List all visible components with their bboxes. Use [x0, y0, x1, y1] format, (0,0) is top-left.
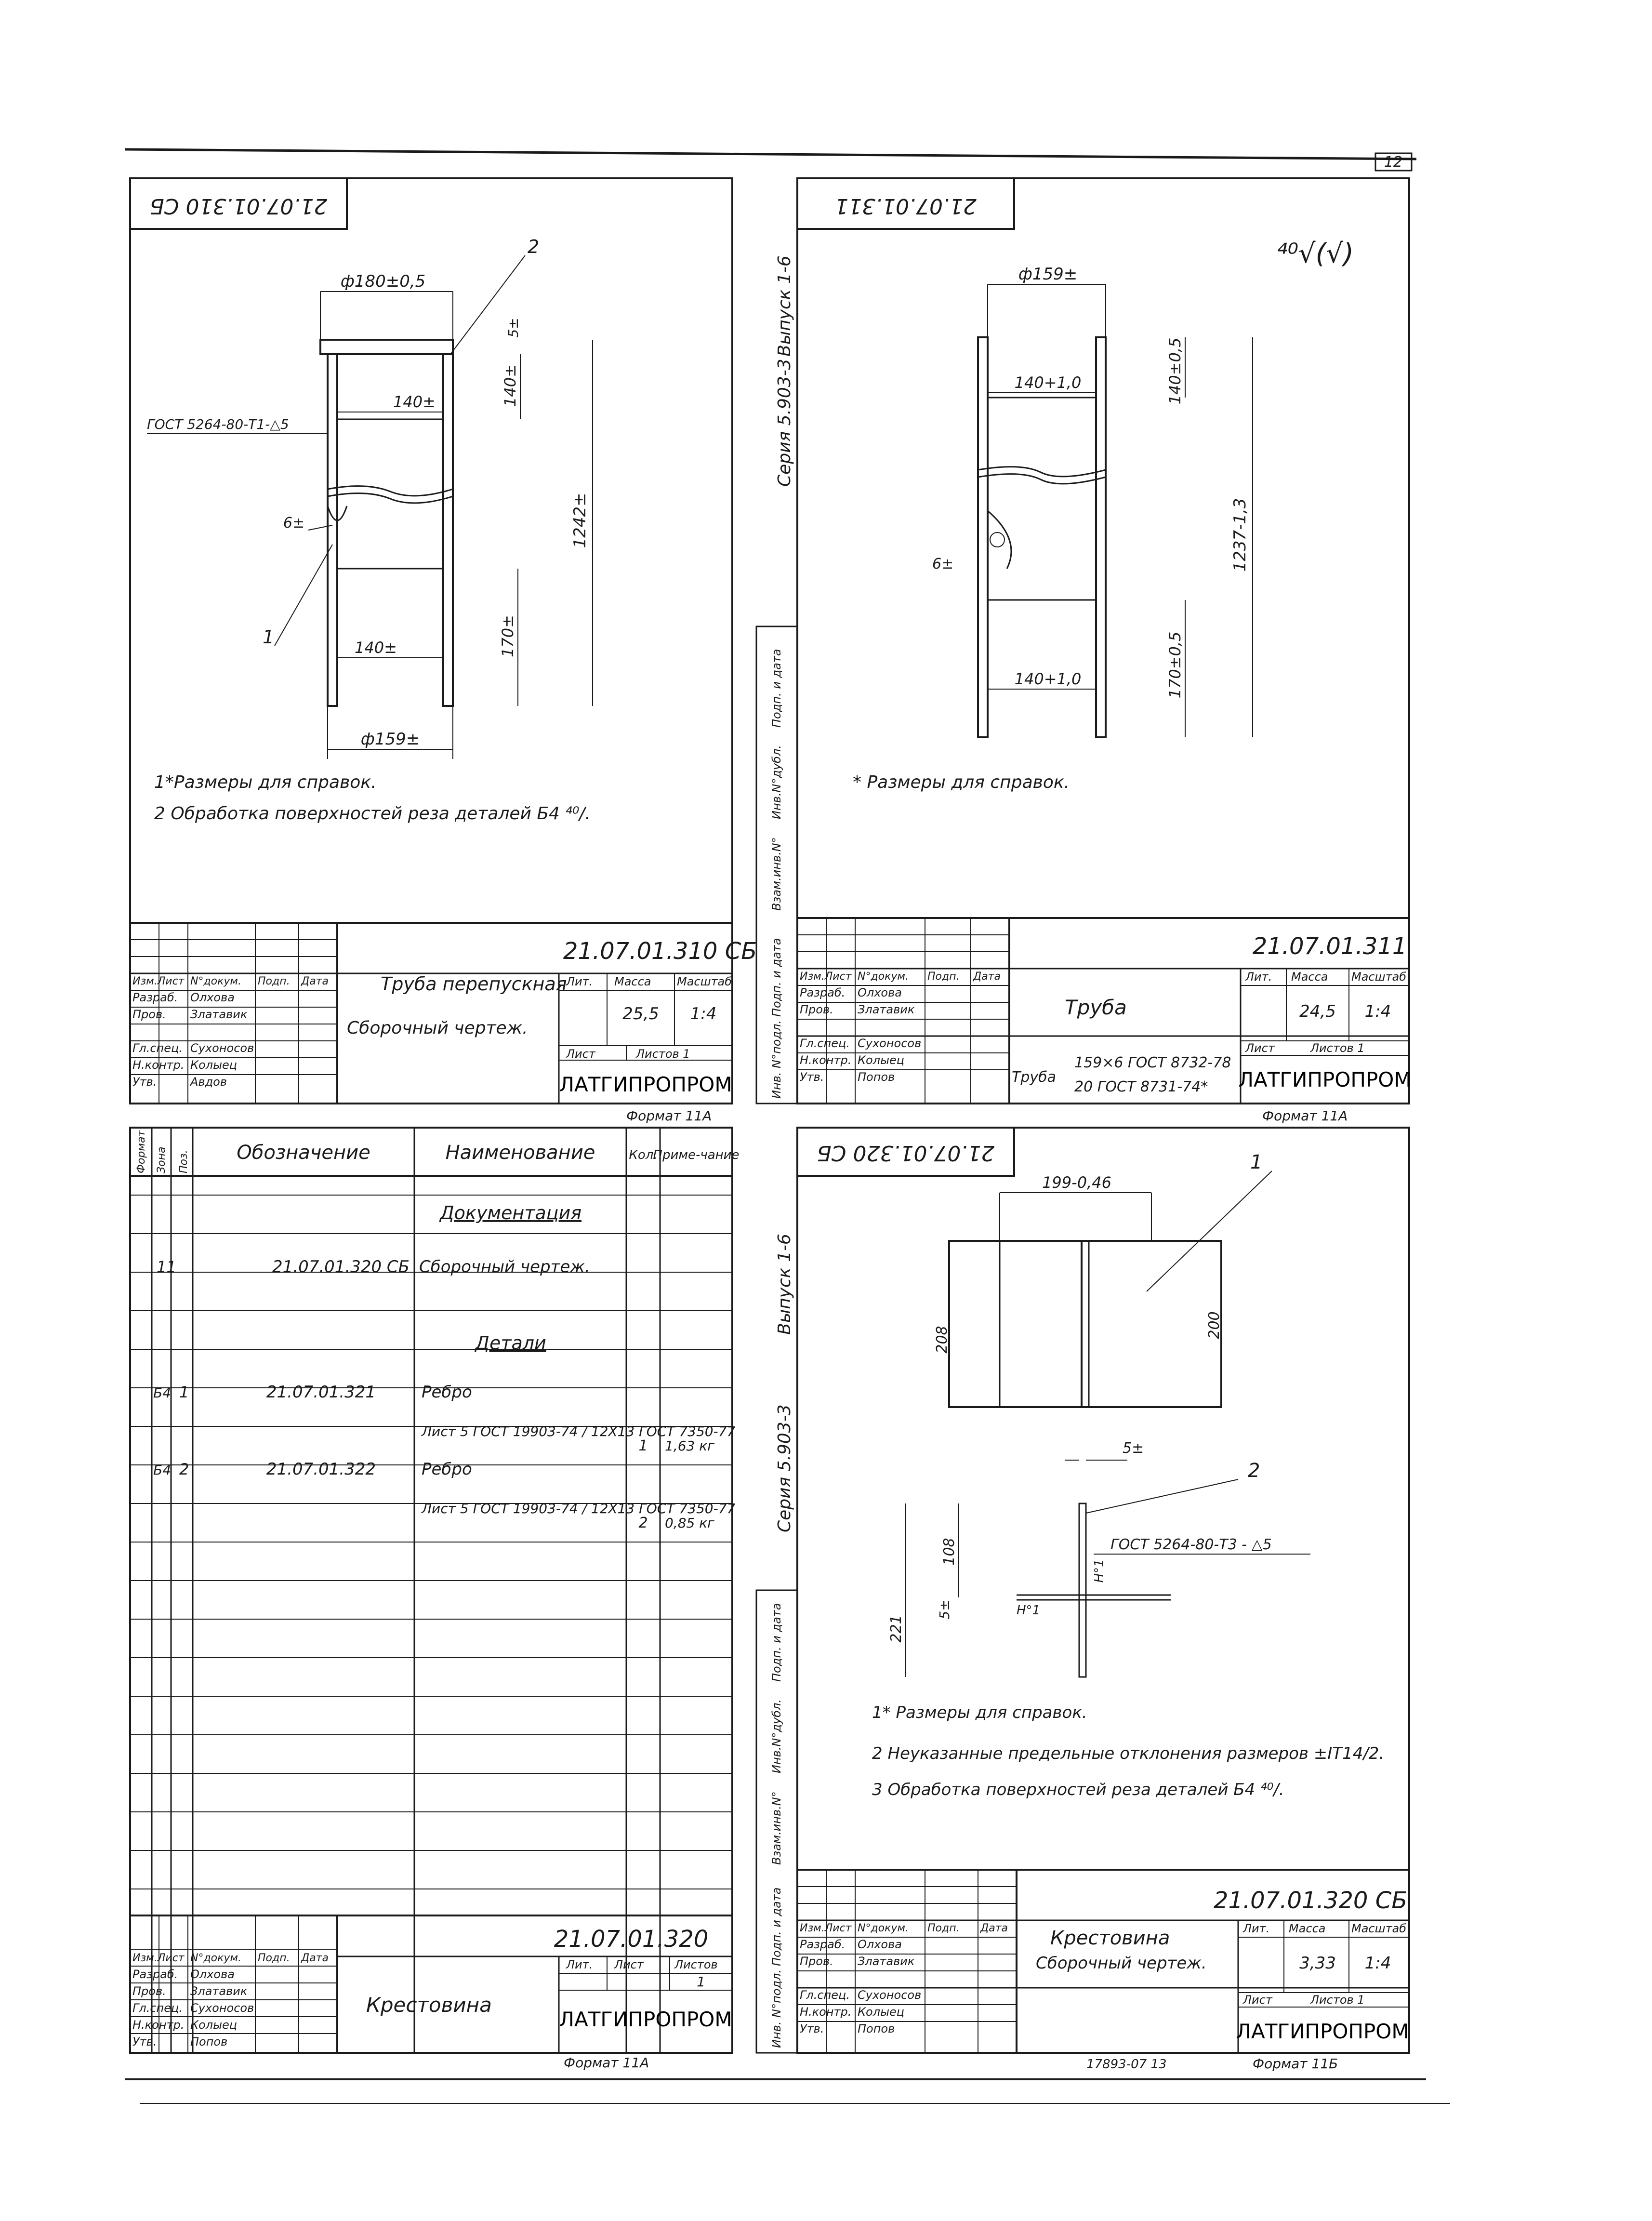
- d4-tb-row1-role: Разраб.: [800, 1938, 846, 1951]
- spec-tb-lit-label: Лит.: [566, 1958, 593, 1971]
- spec-tb-row1-name: Олхова: [190, 1968, 235, 1981]
- d2-tb-row3-name: Сухоносов: [858, 1037, 922, 1050]
- d4-tb-row3-name: Сухоносов: [858, 1988, 922, 2002]
- d1-weld-note: ГОСТ 5264-80-Т1-△5: [147, 416, 289, 432]
- spec-tb-sheets-label: Листов: [674, 1958, 718, 1971]
- d2-tb-row0-date: Дата: [973, 971, 1001, 983]
- d1-tb-mass-label: Масса: [614, 975, 651, 988]
- d2-dim-h-total: 1237-1,3: [1230, 498, 1250, 572]
- page-footer-archive: 17893-07 13: [1086, 2057, 1167, 2072]
- drawing2-frame: [756, 178, 1412, 1124]
- d4-tb-sheets-label: Листов 1: [1310, 1993, 1365, 2007]
- spec-h-note: Приме-чание: [653, 1148, 740, 1162]
- d2-tb-row0-role: Изм.Лист: [800, 971, 852, 983]
- d1-dim-weld-leg: 5±: [505, 318, 521, 338]
- d4-tb-sheet-label: Лист: [1243, 1993, 1272, 2007]
- drawing1-frame: [130, 178, 757, 1124]
- spec-tb-row4-name: Колыец: [190, 2018, 238, 2032]
- spec-row3-name: Ребро: [422, 1383, 472, 1402]
- d1-tb-row0-name: N°докум.: [190, 975, 242, 987]
- d4-dim-5b: 5±: [937, 1599, 952, 1620]
- d1-tb-row1-name: Олхова: [190, 991, 235, 1004]
- spec-tb-sheets: 1: [697, 1974, 705, 1990]
- spec-h-format: Формат: [135, 1130, 147, 1173]
- d1-dim-h-upper: 140±: [501, 364, 519, 407]
- d2-roughness: ⁴⁰√(√): [1277, 238, 1354, 269]
- d2-tb-row1-role: Разраб.: [800, 986, 846, 999]
- d2-tb-material-1: 159×6 ГОСТ 8732-78: [1074, 1054, 1231, 1071]
- d4-dim-width: 199-0,46: [1042, 1173, 1111, 1192]
- spec-grid: [130, 1195, 732, 1889]
- d4-dim-208: 208: [934, 1326, 951, 1354]
- d2-tb-row0-sign: Подп.: [927, 971, 960, 983]
- d2-tb-row1-name: Олхова: [858, 986, 902, 999]
- spec-row1-name: Сборочный чертеж.: [419, 1257, 590, 1277]
- d2-tb-row4-role: Н.контр.: [800, 1053, 852, 1067]
- d4-tb-row5-name: Попов: [858, 2022, 895, 2035]
- d1-pos-2: 2: [528, 236, 540, 257]
- drawing2-part: [932, 265, 1253, 737]
- d4-mirrored-code: 21.07.01.320 СБ: [817, 1141, 995, 1165]
- spec-h-designation: Обозначение: [237, 1142, 370, 1164]
- d4-side-4: Подп. и дата: [770, 1603, 783, 1682]
- d4-tb-lit-label: Лит.: [1243, 1922, 1270, 1935]
- d2-format: Формат 11А: [1262, 1108, 1348, 1124]
- drawing4-frame: [756, 1128, 1409, 2072]
- spec-tb-row5-name: Попов: [190, 2035, 228, 2048]
- spec-tb-row3-name: Сухоносов: [190, 2001, 254, 2015]
- d1-dim-d159: ф159±: [360, 730, 420, 749]
- d1-tb-lit-label: Лит.: [566, 975, 593, 988]
- d1-tb-row4-role: Н.контр.: [132, 1058, 185, 1072]
- spec-tb-row1-role: Разраб.: [132, 1968, 178, 1981]
- d4-tb-org: ЛАТГИПРОПРОМ: [1236, 2020, 1409, 2043]
- d4-side-2: Взам.инв.N°: [770, 1791, 783, 1865]
- d1-tb-row2-name: Златавик: [190, 1008, 248, 1021]
- spec-tb-row3-role: Гл.спец.: [132, 2001, 183, 2015]
- d4-side-3: Инв.N°дубл.: [770, 1699, 783, 1773]
- spec-tb-row2-name: Златавик: [190, 1984, 248, 1998]
- d4-dim-200: 200: [1206, 1311, 1223, 1339]
- d2-tb-sheet-label: Лист: [1245, 1041, 1275, 1055]
- d4-title-block: [797, 1870, 1409, 2053]
- spec-row-parts-title: Детали: [475, 1332, 546, 1354]
- d4-tb-name: Крестовина: [1050, 1927, 1170, 1949]
- spec-tb-row0-date: Дата: [301, 1952, 329, 1964]
- d2-dim-d159: ф159±: [1018, 265, 1078, 284]
- d1-tb-code: 21.07.01.310 СБ: [563, 938, 757, 965]
- spec-row4-qty: 1: [638, 1437, 648, 1454]
- d4-tb-row0-role: Изм.Лист: [800, 1922, 852, 1934]
- d2-tb-lit-label: Лит.: [1245, 970, 1272, 984]
- d1-tb-doc-type: Сборочный чертеж.: [347, 1018, 528, 1038]
- spec-row1-designation: 21.07.01.320 СБ: [272, 1257, 410, 1277]
- d2-series: Серия 5.903-3: [775, 359, 794, 487]
- d2-title-block: [797, 918, 1412, 1104]
- d2-dim-w-lower: 140+1,0: [1014, 670, 1082, 688]
- d1-tb-scale: 1:4: [690, 1004, 717, 1024]
- spec-tb-row0-sign: Подп.: [258, 1952, 290, 1964]
- d4-tb-row0-name: N°докум.: [858, 1922, 909, 1934]
- d4-dim-108: 108: [941, 1538, 958, 1566]
- d4-dim-n1a: Н°1: [1092, 1559, 1107, 1583]
- d4-pos-2: 2: [1248, 1460, 1260, 1482]
- d1-dim-h-total: 1242±: [570, 492, 590, 548]
- d2-side-0: Инв. N°подл.: [770, 1020, 783, 1099]
- spec-tb-code: 21.07.01.320: [554, 1926, 709, 1953]
- d4-tb-scale-label: Масштаб: [1351, 1922, 1407, 1935]
- d2-tb-material-2: 20 ГОСТ 8731-74*: [1074, 1078, 1208, 1095]
- d1-tb-row1-role: Разраб.: [132, 991, 178, 1004]
- d4-tb-row4-name: Колыец: [858, 2005, 905, 2019]
- d4-dim-5: 5±: [1123, 1440, 1144, 1457]
- d1-tb-row3-name: Сухоносов: [190, 1041, 254, 1055]
- d2-tb-row3-role: Гл.спец.: [800, 1037, 850, 1050]
- d1-tb-row4-name: Колыец: [190, 1058, 238, 1072]
- spec-h-qty: Кол.: [629, 1148, 658, 1162]
- d2-tb-scale-label: Масштаб: [1351, 970, 1407, 984]
- d1-tb-row0-sign: Подп.: [258, 975, 290, 987]
- spec-h-name: Наименование: [445, 1142, 595, 1164]
- d2-tb-org: ЛАТГИПРОПРОМ: [1238, 1068, 1412, 1091]
- spec-row3-pos: 1: [179, 1383, 189, 1401]
- d1-tb-row5-role: Утв.: [132, 1075, 157, 1089]
- spec-row-doc-title: Документация: [439, 1202, 582, 1224]
- d1-tb-row0-role: Изм.Лист: [132, 975, 185, 987]
- d2-tb-row0-name: N°докум.: [858, 971, 909, 983]
- d1-note-1: 1*Размеры для справок.: [154, 772, 377, 792]
- d2-tb-row5-role: Утв.: [800, 1070, 824, 1084]
- d1-title-block: [130, 923, 757, 1104]
- spec-row3-designation: 21.07.01.321: [266, 1383, 376, 1402]
- spec-tb-row2-role: Пров.: [132, 1984, 166, 1998]
- d4-tb-code: 21.07.01.320 СБ: [1213, 1887, 1408, 1914]
- d4-dim-n1b: Н°1: [1017, 1603, 1041, 1618]
- d4-tb-scale: 1:4: [1364, 1954, 1391, 1973]
- d4-tb-mass: 3,33: [1299, 1954, 1336, 1973]
- d1-dim-d180: ф180±0,5: [340, 272, 426, 291]
- d4-tb-row0-date: Дата: [980, 1922, 1008, 1934]
- d2-dim-6: 6±: [932, 556, 954, 572]
- d4-tb-row1-name: Олхова: [858, 1938, 902, 1951]
- d2-tb-mass-label: Масса: [1291, 970, 1328, 984]
- d1-tb-name: Труба перепускная: [381, 973, 567, 995]
- d2-side-4: Подп. и дата: [770, 649, 783, 728]
- d2-tb-mass: 24,5: [1299, 1002, 1336, 1021]
- d2-mirrored-code: 21.07.01.311: [835, 194, 977, 218]
- d4-note-3: 3 Обработка поверхностей реза деталей Б4 ⁴⁰/.: [872, 1780, 1284, 1799]
- d1-dim-h-lower: 170±: [499, 615, 517, 657]
- d1-format: Формат 11А: [626, 1108, 712, 1124]
- d4-tb-row0-sign: Подп.: [927, 1922, 960, 1934]
- d2-tb-sheets-label: Листов 1: [1310, 1041, 1365, 1055]
- spec-row6-name: Лист 5 ГОСТ 19903-74 / 12Х13 ГОСТ 7350-77: [422, 1501, 736, 1516]
- d2-dim-h-lower: 170±0,5: [1166, 631, 1184, 699]
- drawing4-part: [888, 1151, 1310, 1677]
- drawing1-mirrored-code: 21.07.01.310 СБ: [149, 194, 328, 218]
- d4-tb-row5-role: Утв.: [800, 2022, 824, 2035]
- spec-tb-name: Крестовина: [366, 1993, 492, 2017]
- spec-row6-note: 0,85 кг: [665, 1515, 714, 1531]
- d4-tb-row2-name: Златавик: [858, 1955, 915, 1968]
- d4-format: Формат 11Б: [1253, 2056, 1338, 2072]
- d4-issue: Выпуск 1-6: [775, 1234, 794, 1335]
- spec-row6-qty: 2: [638, 1515, 648, 1531]
- d2-note-1: * Размеры для справок.: [853, 772, 1070, 792]
- d4-tb-mass-label: Масса: [1289, 1922, 1326, 1935]
- d2-side-1: Подп. и дата: [770, 938, 783, 1017]
- spec-tb-sheet-label: Лист: [614, 1958, 644, 1971]
- d4-tb-doc-type: Сборочный чертеж.: [1036, 1954, 1207, 1973]
- d1-tb-scale-label: Масштаб: [677, 975, 732, 988]
- d4-side-1: Подп. и дата: [770, 1887, 783, 1966]
- spec-row5-pos: 2: [179, 1460, 189, 1478]
- drawing1-part: [147, 236, 593, 759]
- d1-dim-width-lower: 140±: [355, 638, 397, 657]
- top-rule: [125, 149, 1416, 159]
- d4-tb-row3-role: Гл.спец.: [800, 1988, 850, 2002]
- d2-tb-code: 21.07.01.311: [1252, 933, 1407, 960]
- d1-tb-sheet-label: Лист: [566, 1047, 595, 1061]
- d2-issue: Выпуск 1-6: [775, 255, 794, 357]
- spec-tb-row5-role: Утв.: [132, 2035, 157, 2048]
- d1-tb-org: ЛАТГИПРОПРОМ: [559, 1073, 732, 1096]
- d4-tb-row2-role: Пров.: [800, 1955, 833, 1968]
- d1-tb-row3-role: Гл.спец.: [132, 1041, 183, 1055]
- spec-row5-name: Ребро: [422, 1460, 472, 1479]
- spec-title-block: [130, 1915, 732, 2053]
- d2-tb-row4-name: Колыец: [858, 1053, 905, 1067]
- d4-note-1: 1* Размеры для справок.: [872, 1703, 1087, 1722]
- d1-tb-sheets-label: Листов 1: [636, 1047, 690, 1061]
- d1-tb-row5-name: Авдов: [190, 1075, 227, 1089]
- d2-tb-row5-name: Попов: [858, 1070, 895, 1084]
- spec-h-pos: Поз.: [178, 1150, 190, 1173]
- d1-dim-6: 6±: [283, 515, 305, 532]
- d2-tb-material-prefix: Труба: [1012, 1069, 1057, 1086]
- d1-tb-row0-date: Дата: [301, 975, 329, 987]
- d2-tb-scale: 1:4: [1364, 1002, 1391, 1021]
- spec-h-zone: Зона: [156, 1146, 168, 1173]
- d2-tb-row2-name: Златавик: [858, 1003, 915, 1016]
- spec-tb-row4-role: Н.контр.: [132, 2018, 185, 2032]
- d1-tb-mass: 25,5: [622, 1004, 659, 1024]
- sheet-number: 12: [1384, 154, 1403, 171]
- d1-note-2: 2 Обработка поверхностей реза деталей Б4 ⁴⁰/.: [154, 804, 591, 824]
- spec-row5-format: Б4: [153, 1462, 172, 1478]
- d2-side-3: Инв.N°дубл.: [770, 745, 783, 819]
- d1-dim-width-upper: 140±: [393, 393, 436, 411]
- spec-row4-note: 1,63 кг: [665, 1438, 714, 1454]
- spec-row5-designation: 21.07.01.322: [266, 1460, 376, 1479]
- d4-tb-row4-role: Н.контр.: [800, 2005, 852, 2019]
- d1-pos-1: 1: [263, 626, 275, 648]
- spec-row3-format: Б4: [153, 1385, 172, 1401]
- d4-dim-221: 221: [888, 1615, 905, 1643]
- spec-format: Формат 11А: [564, 2055, 649, 2071]
- d2-tb-name: Труба: [1065, 996, 1127, 1019]
- d4-note-2: 2 Неуказанные предельные отклонения размеров ±IT14/2.: [872, 1744, 1385, 1763]
- d2-side-2: Взам.инв.N°: [770, 837, 783, 911]
- d4-side-0: Инв. N°подл.: [770, 1969, 783, 2048]
- spec-row4-name: Лист 5 ГОСТ 19903-74 / 12Х13 ГОСТ 7350-77: [422, 1423, 736, 1439]
- spec-tb-org: ЛАТГИПРОПРОМ: [559, 2008, 732, 2031]
- d4-pos-1: 1: [1250, 1151, 1263, 1173]
- spec-row1-format: 11: [157, 1258, 176, 1276]
- spec-frame: [130, 1128, 740, 2071]
- d4-weld-note: ГОСТ 5264-80-Т3 - △5: [1110, 1536, 1272, 1553]
- spec-tb-row0-role: Изм.Лист: [132, 1952, 185, 1964]
- d4-series: Серия 5.903-3: [775, 1404, 794, 1532]
- d1-tb-row2-role: Пров.: [132, 1008, 166, 1021]
- spec-tb-row0-name: N°докум.: [190, 1952, 242, 1964]
- d2-dim-h-upper: 140±0,5: [1166, 337, 1184, 405]
- d2-dim-w-upper: 140+1,0: [1014, 373, 1082, 392]
- d2-tb-row2-role: Пров.: [800, 1003, 833, 1016]
